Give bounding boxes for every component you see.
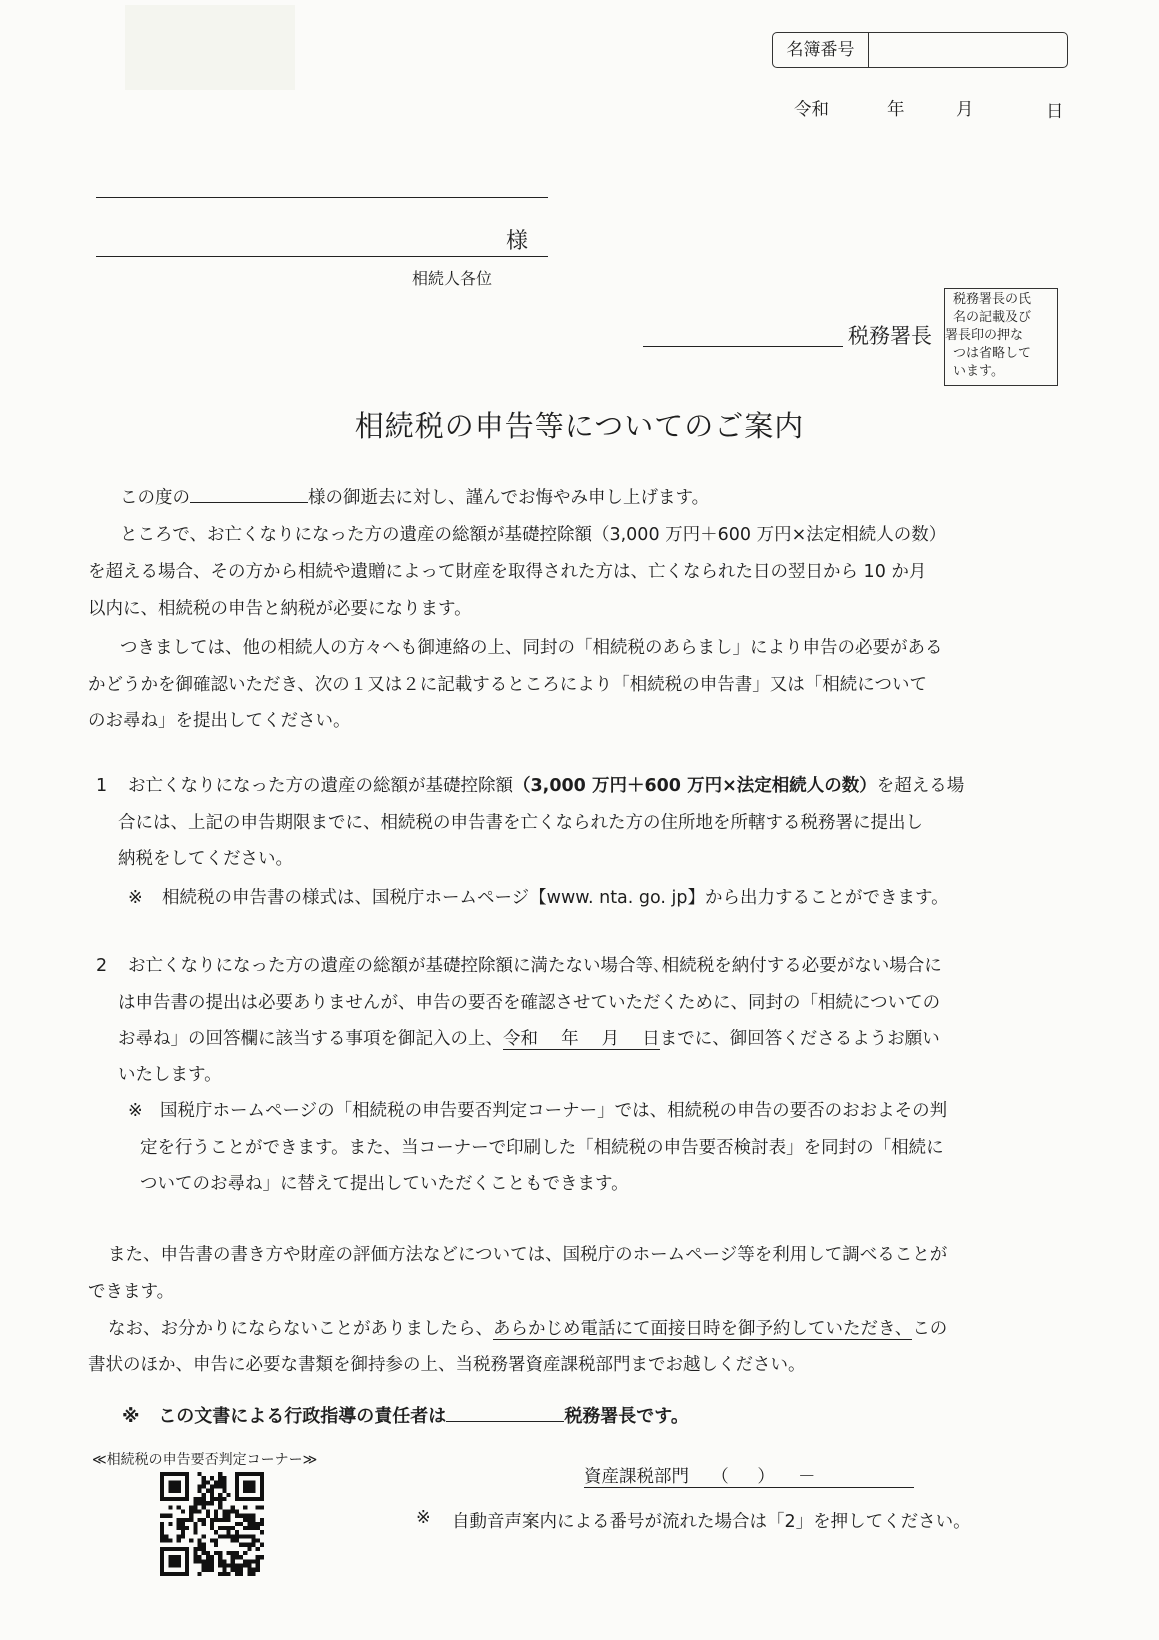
sender-note-line: 署長印の押な (945, 328, 1024, 343)
contact-phone: （ ） － (711, 1467, 816, 1487)
item2-note-line: 定を行うことができます。また、当コーナーで印刷した「相続税の申告要否検討表」を同封の「相続に (140, 1138, 944, 1158)
contact-line (584, 1460, 815, 1494)
intro-line: かどうかを御確認いただき、次の１又は２に記載するところにより「相続税の申告書」又は「相続について (88, 675, 927, 695)
reply-deadline-date[interactable]: 令和 年 月 日 (503, 1029, 660, 1049)
qr-label: ≪相続税の申告要否判定コーナー≫ (92, 1452, 318, 1468)
closing-text: この (912, 1319, 948, 1339)
item1-bold-formula: （3,000 万円＋600 万円×法定相続人の数） (513, 776, 877, 796)
item1-line (128, 769, 964, 803)
closing-line: 書状のほか、申告に必要な書類を御持参の上、当税務署資産課税部門までお越しください。 (88, 1355, 806, 1375)
responsible-mark: ※ (122, 1406, 140, 1427)
sender-note-line: 名の記載及び (953, 310, 1032, 325)
item2-line: は申告書の提出は必要ありませんが、申告の要否を確認させていただくために、同封の「相続についての (118, 993, 941, 1013)
item1-note: 相続税の申告書の様式は、国税庁ホームページ【www. nta. go. jp】から出力することができます。 (162, 888, 949, 908)
item2-note-line: ついてのお尋ね」に替えて提出していただくこともできます。 (140, 1174, 629, 1194)
responsible-text: この文書による行政指導の責任者は (158, 1406, 447, 1427)
item2-line: いたします。 (118, 1065, 222, 1085)
closing-line: また、申告書の書き方や財産の評価方法などについては、国税庁のホームページ等を利用して調べることが (108, 1245, 948, 1265)
closing-line (108, 1312, 947, 1346)
sender-note-line: います。 (953, 364, 1004, 379)
deceased-name-blank[interactable] (190, 485, 308, 504)
item2-note-line: 国税庁ホームページの「相続税の申告要否判定コーナー」では、相続税の申告の要否のおおよその判 (160, 1101, 948, 1121)
intro-line: ところで、お亡くなりになった方の遺産の総額が基礎控除額（3,000 万円＋600 万円×法定相続人の数） (120, 525, 947, 545)
intro-line: 以内に、相続税の申告と納税が必要になります。 (88, 599, 472, 619)
item2-note-mark: ※ (128, 1101, 143, 1121)
item2-number: 2 (96, 956, 108, 976)
intro-line (120, 481, 709, 515)
item2-line (118, 1022, 940, 1056)
scan-smudge (125, 5, 295, 90)
date-day: 日 (1046, 102, 1064, 122)
page-title: 相続税の申告等についてのご案内 (354, 409, 805, 443)
date-year: 年 (887, 100, 905, 120)
item2-line: お亡くなりになった方の遺産の総額が基礎控除額に満たない場合等､相続税を納付する必要がない場合に (128, 956, 942, 976)
date-era: 令和 (794, 100, 829, 120)
addressee-line-2 (96, 256, 548, 257)
closing-text: なお、お分かりにならないことがありましたら、 (108, 1319, 493, 1339)
responsible-text: 税務署長です。 (564, 1406, 689, 1427)
intro-line: のお尋ね」を提出してください。 (88, 711, 351, 731)
intro-text: この度の (120, 488, 190, 508)
sender-note-line: 税務署長の氏 (953, 292, 1032, 307)
qr-code[interactable] (160, 1472, 264, 1576)
sender-title: 税務署長 (848, 324, 932, 348)
item1-number: 1 (96, 776, 108, 796)
office-name-blank[interactable] (446, 1403, 564, 1422)
sender-note-box (944, 288, 1058, 386)
intro-line: つきましては、他の相続人の方々へも御連絡の上、同封の「相続税のあらまし」により申告の必要がある (120, 638, 943, 658)
contact-underline (584, 1487, 914, 1488)
addressee-heirs: 相続人各位 (412, 269, 493, 288)
item2-text: までに、御回答くださるようお願い (659, 1029, 940, 1049)
meibo-number-field[interactable] (870, 33, 1065, 67)
item1-line: 納税をしてください。 (118, 849, 293, 869)
sender-note-line: つは省略して (953, 346, 1032, 361)
item1-text: お亡くなりになった方の遺産の総額が基礎控除額 (128, 776, 513, 796)
intro-line: を超える場合、その方から相続や遺贈によって財産を取得された方は、亡くなられた日の翌日から 10 か月 (88, 562, 927, 582)
contact-dept: 資産課税部門 (584, 1467, 689, 1487)
date-month: 月 (956, 100, 974, 120)
item1-text: を超える場 (876, 776, 965, 796)
intro-text: 様の御逝去に対し、謹んでお悔やみ申し上げます。 (308, 488, 710, 508)
addressee-sama: 様 (506, 229, 529, 254)
meibo-number-label: 名簿番号 (773, 33, 869, 67)
auto-voice-text: 自動音声案内による番号が流れた場合は「2」を押してください。 (452, 1512, 971, 1532)
closing-underlined-text: あらかじめ電話にて面接日時を御予約していただき、 (493, 1319, 913, 1339)
responsible-line (122, 1400, 689, 1434)
auto-voice-mark: ※ (416, 1508, 431, 1528)
item1-note-mark: ※ (128, 888, 143, 908)
addressee-line-1 (96, 197, 548, 198)
item2-text: お尋ね」の回答欄に該当する事項を御記入の上、 (118, 1029, 503, 1049)
item1-line: 合には、上記の申告期限までに、相続税の申告書を亡くなられた方の住所地を所轄する税務署に提出し (118, 813, 923, 833)
meibo-number-box (772, 32, 1068, 68)
closing-line: できます。 (88, 1282, 175, 1302)
sender-name-line (643, 346, 843, 347)
